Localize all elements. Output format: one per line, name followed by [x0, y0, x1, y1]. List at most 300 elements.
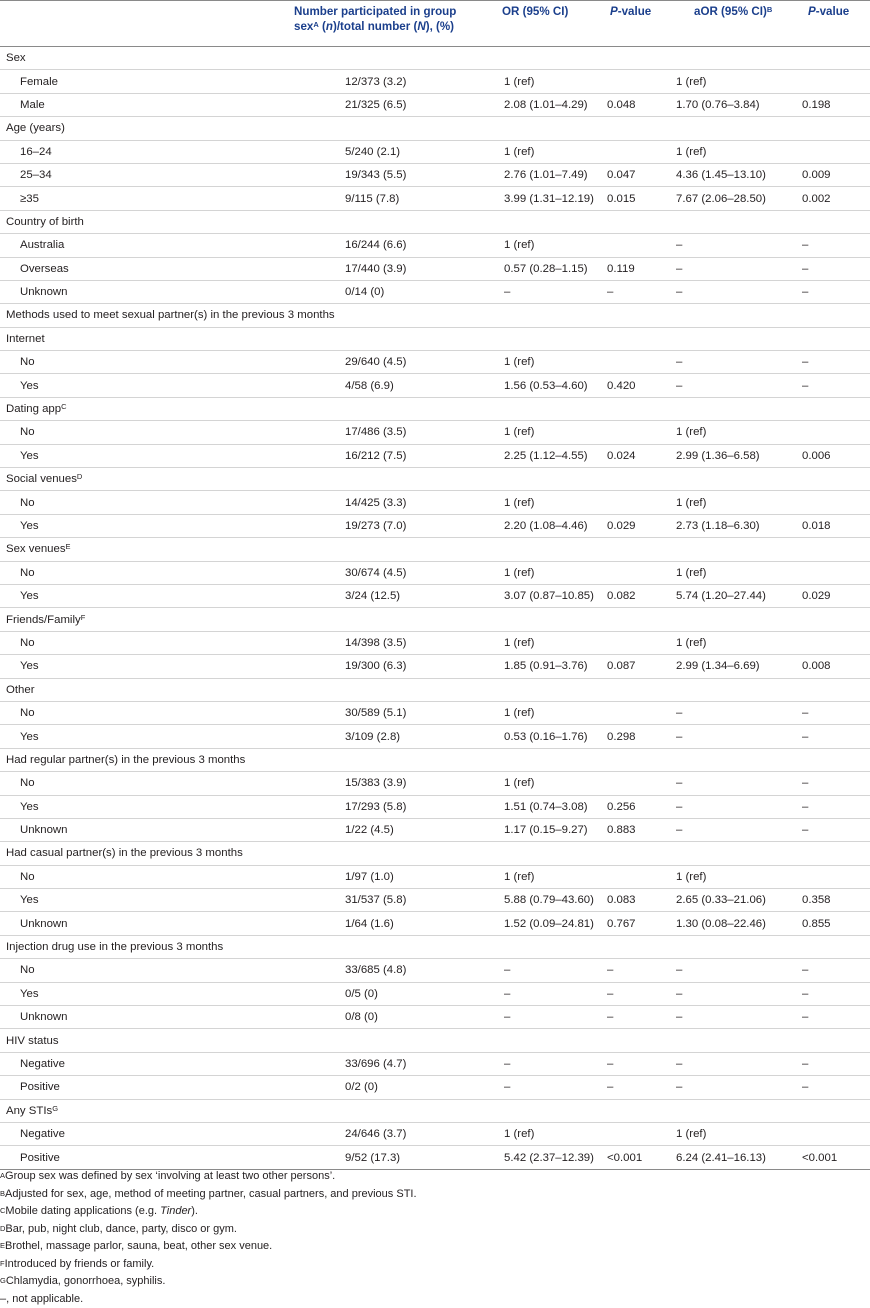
participated-cell [238, 47, 482, 70]
p-value-cell [604, 631, 672, 654]
p-value-cell [604, 538, 672, 561]
header-adjusted-p-value: P-value [800, 1, 870, 47]
participated-cell: 16/212 (7.5) [238, 444, 482, 467]
or-cell [482, 935, 604, 958]
aor-cell [672, 397, 800, 420]
table-row [0, 257, 870, 280]
table-body [0, 47, 870, 1170]
adjusted-p-value-cell: 0.009 [800, 163, 870, 186]
adjusted-p-value-cell: – [800, 374, 870, 397]
p-value-cell [604, 608, 672, 631]
or-cell: 0.57 (0.28–1.15) [482, 257, 604, 280]
adjusted-p-value-cell [800, 1122, 870, 1145]
participated-cell: 9/52 (17.3) [238, 1146, 482, 1169]
or-cell: 1 (ref) [482, 561, 604, 584]
or-cell [482, 608, 604, 631]
row-label: Yes [0, 655, 238, 678]
row-label: Internet [0, 327, 238, 350]
section-row [0, 1029, 870, 1052]
p-value-cell: 0.082 [604, 584, 672, 607]
adjusted-p-value-cell: – [800, 982, 870, 1005]
or-cell [482, 678, 604, 701]
aor-cell [672, 935, 800, 958]
table-row [0, 163, 870, 186]
table-header [0, 1, 870, 47]
participated-cell: 24/646 (3.7) [238, 1122, 482, 1145]
aor-cell [672, 842, 800, 865]
adjusted-p-value-cell: – [800, 959, 870, 982]
aor-cell [672, 678, 800, 701]
row-label: 25–34 [0, 163, 238, 186]
row-label: Any STIs$^G$ [0, 1099, 238, 1122]
or-cell: – [482, 982, 604, 1005]
aor-cell: 1.70 (0.76–3.84) [672, 93, 800, 116]
table-row [0, 982, 870, 1005]
adjusted-p-value-cell: – [800, 280, 870, 303]
p-value-cell [604, 678, 672, 701]
or-cell: 1 (ref) [482, 234, 604, 257]
aor-cell [672, 210, 800, 233]
header-participated: Number participated in group sex$^A$ (n)/total number (N), (%) [238, 1, 482, 47]
or-cell: 1.52 (0.09–24.81) [482, 912, 604, 935]
row-label: Yes [0, 514, 238, 537]
or-cell: 5.88 (0.79–43.60) [482, 889, 604, 912]
p-value-cell [604, 772, 672, 795]
aor-cell: – [672, 1076, 800, 1099]
adjusted-p-value-cell: – [800, 1076, 870, 1099]
aor-cell: 1 (ref) [672, 421, 800, 444]
header-or: OR (95% CI) [482, 1, 604, 47]
row-label: Unknown [0, 280, 238, 303]
adjusted-p-value-cell: 0.018 [800, 514, 870, 537]
adjusted-p-value-cell: 0.008 [800, 655, 870, 678]
p-value-cell [604, 47, 672, 70]
p-value-cell: – [604, 1006, 672, 1029]
participated-cell [238, 117, 482, 140]
row-label: No [0, 491, 238, 514]
section-row [0, 608, 870, 631]
table-row [0, 865, 870, 888]
adjusted-p-value-cell: – [800, 795, 870, 818]
or-cell: 1 (ref) [482, 1122, 604, 1145]
p-value-cell [604, 865, 672, 888]
or-cell: 2.20 (1.08–4.46) [482, 514, 604, 537]
table-row [0, 959, 870, 982]
participated-cell: 31/537 (5.8) [238, 889, 482, 912]
participated-cell: 3/109 (2.8) [238, 725, 482, 748]
p-value-cell [604, 397, 672, 420]
aor-cell: 6.24 (2.41–16.13) [672, 1146, 800, 1169]
aor-cell [672, 748, 800, 771]
p-value-cell: 0.119 [604, 257, 672, 280]
aor-cell: 2.65 (0.33–21.06) [672, 889, 800, 912]
participated-cell: 17/440 (3.9) [238, 257, 482, 280]
or-cell: – [482, 1076, 604, 1099]
row-label: Unknown [0, 1006, 238, 1029]
header-aor: aOR (95% CI)$^B$ [672, 1, 800, 47]
p-value-cell: – [604, 982, 672, 1005]
section-row [0, 210, 870, 233]
p-value-cell [604, 1099, 672, 1122]
participated-cell [238, 1099, 482, 1122]
participated-cell: 12/373 (3.2) [238, 70, 482, 93]
or-cell: – [482, 1006, 604, 1029]
participated-cell: 0/2 (0) [238, 1076, 482, 1099]
row-label: Age (years) [0, 117, 238, 140]
aor-cell: – [672, 374, 800, 397]
row-label: Methods used to meet sexual partner(s) in the previous 3 months [0, 304, 238, 327]
aor-cell [672, 117, 800, 140]
section-row [0, 748, 870, 771]
p-value-cell: 0.015 [604, 187, 672, 210]
aor-cell: – [672, 795, 800, 818]
row-label: ≥35 [0, 187, 238, 210]
table-row [0, 234, 870, 257]
adjusted-p-value-cell [800, 1099, 870, 1122]
adjusted-p-value-cell [800, 117, 870, 140]
adjusted-p-value-cell [800, 865, 870, 888]
p-value-cell [604, 304, 672, 327]
adjusted-p-value-cell: – [800, 772, 870, 795]
section-row [0, 468, 870, 491]
table-row [0, 631, 870, 654]
or-cell: – [482, 1052, 604, 1075]
or-cell: 1 (ref) [482, 491, 604, 514]
adjusted-p-value-cell [800, 210, 870, 233]
participated-cell [238, 327, 482, 350]
section-row [0, 327, 870, 350]
or-cell [482, 842, 604, 865]
participated-cell: 19/343 (5.5) [238, 163, 482, 186]
row-label: Social venues$^D$ [0, 468, 238, 491]
p-value-cell [604, 210, 672, 233]
row-label: Unknown [0, 912, 238, 935]
aor-cell: – [672, 1052, 800, 1075]
row-label: No [0, 959, 238, 982]
or-cell: 1 (ref) [482, 865, 604, 888]
table-row [0, 701, 870, 724]
aor-cell [672, 47, 800, 70]
or-cell [482, 304, 604, 327]
p-value-cell: 0.029 [604, 514, 672, 537]
participated-cell [238, 397, 482, 420]
row-label: No [0, 772, 238, 795]
table-row [0, 93, 870, 116]
aor-cell: 1 (ref) [672, 140, 800, 163]
row-label: Country of birth [0, 210, 238, 233]
adjusted-p-value-cell: – [800, 351, 870, 374]
p-value-cell [604, 468, 672, 491]
aor-cell: 1 (ref) [672, 865, 800, 888]
or-cell [482, 47, 604, 70]
adjusted-p-value-cell: 0.358 [800, 889, 870, 912]
table-row [0, 818, 870, 841]
row-label: Unknown [0, 818, 238, 841]
participated-cell: 0/5 (0) [238, 982, 482, 1005]
adjusted-p-value-cell: 0.029 [800, 584, 870, 607]
or-cell: 2.76 (1.01–7.49) [482, 163, 604, 186]
row-label: Had regular partner(s) in the previous 3 months [0, 748, 238, 771]
p-value-cell [604, 421, 672, 444]
or-cell [482, 748, 604, 771]
adjusted-p-value-cell: – [800, 1052, 870, 1075]
aor-cell: – [672, 257, 800, 280]
aor-cell: – [672, 818, 800, 841]
adjusted-p-value-cell [800, 748, 870, 771]
or-cell [482, 117, 604, 140]
aor-cell [672, 538, 800, 561]
row-label: Friends/Family$^F$ [0, 608, 238, 631]
adjusted-p-value-cell [800, 678, 870, 701]
p-value-cell [604, 234, 672, 257]
participated-cell: 14/398 (3.5) [238, 631, 482, 654]
adjusted-p-value-cell [800, 1029, 870, 1052]
or-cell [482, 468, 604, 491]
footnote: $^F$Introduced by friends or family. [0, 1256, 870, 1274]
p-value-cell: 0.083 [604, 889, 672, 912]
row-label: Negative [0, 1122, 238, 1145]
participated-cell: 33/685 (4.8) [238, 959, 482, 982]
row-label: Yes [0, 795, 238, 818]
participated-cell: 1/97 (1.0) [238, 865, 482, 888]
adjusted-p-value-cell [800, 491, 870, 514]
or-cell: 0.53 (0.16–1.76) [482, 725, 604, 748]
p-value-cell [604, 842, 672, 865]
adjusted-p-value-cell: <0.001 [800, 1146, 870, 1169]
participated-cell: 29/640 (4.5) [238, 351, 482, 374]
p-value-cell [604, 117, 672, 140]
adjusted-p-value-cell: – [800, 1006, 870, 1029]
or-cell: 3.99 (1.31–12.19) [482, 187, 604, 210]
participated-cell: 17/486 (3.5) [238, 421, 482, 444]
participated-cell: 3/24 (12.5) [238, 584, 482, 607]
participated-cell: 21/325 (6.5) [238, 93, 482, 116]
p-value-cell [604, 748, 672, 771]
adjusted-p-value-cell [800, 421, 870, 444]
footnote: –, not applicable. [0, 1291, 870, 1308]
footnote: $^C$Mobile dating applications (e.g. Tinder). [0, 1203, 870, 1221]
aor-cell: 7.67 (2.06–28.50) [672, 187, 800, 210]
or-cell: 1.56 (0.53–4.60) [482, 374, 604, 397]
adjusted-p-value-cell: 0.006 [800, 444, 870, 467]
adjusted-p-value-cell: – [800, 257, 870, 280]
adjusted-p-value-cell: – [800, 234, 870, 257]
table-row [0, 725, 870, 748]
participated-cell [238, 538, 482, 561]
participated-cell [238, 842, 482, 865]
row-label: Yes [0, 889, 238, 912]
aor-cell: 2.99 (1.34–6.69) [672, 655, 800, 678]
section-row [0, 304, 870, 327]
table-row [0, 421, 870, 444]
table-row [0, 1006, 870, 1029]
or-cell: 2.25 (1.12–4.55) [482, 444, 604, 467]
p-value-cell: – [604, 1076, 672, 1099]
table-row [0, 187, 870, 210]
or-cell [482, 538, 604, 561]
row-label: Australia [0, 234, 238, 257]
row-label: Yes [0, 584, 238, 607]
row-label: Negative [0, 1052, 238, 1075]
table-row [0, 1122, 870, 1145]
participated-cell: 19/300 (6.3) [238, 655, 482, 678]
row-label: Injection drug use in the previous 3 months [0, 935, 238, 958]
adjusted-p-value-cell: 0.198 [800, 93, 870, 116]
participated-cell [238, 608, 482, 631]
table-row [0, 1146, 870, 1169]
row-label: No [0, 865, 238, 888]
aor-cell [672, 1099, 800, 1122]
table-row [0, 280, 870, 303]
or-cell [482, 1029, 604, 1052]
adjusted-p-value-cell [800, 538, 870, 561]
p-value-cell [604, 701, 672, 724]
or-cell: 1.85 (0.91–3.76) [482, 655, 604, 678]
section-row [0, 397, 870, 420]
footnote: $^G$Chlamydia, gonorrhoea, syphilis. [0, 1273, 870, 1291]
aor-cell: 1 (ref) [672, 561, 800, 584]
or-cell: 2.08 (1.01–4.29) [482, 93, 604, 116]
participated-cell: 1/22 (4.5) [238, 818, 482, 841]
aor-cell: – [672, 280, 800, 303]
aor-cell: 1.30 (0.08–22.46) [672, 912, 800, 935]
footnote: $^B$Adjusted for sex, age, method of meeting partner, casual partners, and previous STI. [0, 1186, 870, 1204]
or-cell: 5.42 (2.37–12.39) [482, 1146, 604, 1169]
or-cell [482, 397, 604, 420]
row-label: No [0, 701, 238, 724]
p-value-cell [604, 935, 672, 958]
table-row [0, 374, 870, 397]
participated-cell: 16/244 (6.6) [238, 234, 482, 257]
row-label: No [0, 421, 238, 444]
table-row [0, 351, 870, 374]
or-cell [482, 1099, 604, 1122]
aor-cell: – [672, 725, 800, 748]
table-row [0, 655, 870, 678]
adjusted-p-value-cell: 0.855 [800, 912, 870, 935]
p-value-cell: 0.047 [604, 163, 672, 186]
row-label: Positive [0, 1146, 238, 1169]
p-value-cell: – [604, 959, 672, 982]
row-label: Male [0, 93, 238, 116]
row-label: Yes [0, 374, 238, 397]
aor-cell [672, 327, 800, 350]
row-label: Sex [0, 47, 238, 70]
participated-cell [238, 748, 482, 771]
row-label: Other [0, 678, 238, 701]
aor-cell: – [672, 1006, 800, 1029]
p-value-cell: 0.420 [604, 374, 672, 397]
adjusted-p-value-cell [800, 842, 870, 865]
or-cell: 1 (ref) [482, 631, 604, 654]
aor-cell: 1 (ref) [672, 491, 800, 514]
aor-cell [672, 468, 800, 491]
p-value-cell [604, 327, 672, 350]
participated-cell [238, 468, 482, 491]
participated-cell: 33/696 (4.7) [238, 1052, 482, 1075]
participated-cell: 17/293 (5.8) [238, 795, 482, 818]
p-value-cell [604, 351, 672, 374]
or-cell: 1.51 (0.74–3.08) [482, 795, 604, 818]
table-row [0, 140, 870, 163]
table-row [0, 912, 870, 935]
participated-cell: 30/674 (4.5) [238, 561, 482, 584]
or-cell: 3.07 (0.87–10.85) [482, 584, 604, 607]
p-value-cell: 0.767 [604, 912, 672, 935]
aor-cell: – [672, 234, 800, 257]
row-label: Female [0, 70, 238, 93]
aor-cell: 5.74 (1.20–27.44) [672, 584, 800, 607]
participated-cell: 14/425 (3.3) [238, 491, 482, 514]
p-value-cell: – [604, 280, 672, 303]
header-label-cell [0, 1, 238, 47]
participated-cell: 30/589 (5.1) [238, 701, 482, 724]
p-value-cell [604, 140, 672, 163]
p-value-cell: <0.001 [604, 1146, 672, 1169]
participated-cell: 0/14 (0) [238, 280, 482, 303]
aor-cell: 1 (ref) [672, 70, 800, 93]
or-cell: 1 (ref) [482, 701, 604, 724]
or-cell: 1.17 (0.15–9.27) [482, 818, 604, 841]
aor-cell [672, 304, 800, 327]
aor-cell: 2.73 (1.18–6.30) [672, 514, 800, 537]
p-value-cell [604, 70, 672, 93]
adjusted-p-value-cell: 0.002 [800, 187, 870, 210]
participated-cell [238, 1029, 482, 1052]
table-row [0, 514, 870, 537]
adjusted-p-value-cell [800, 140, 870, 163]
adjusted-p-value-cell [800, 935, 870, 958]
table-row [0, 1076, 870, 1099]
adjusted-p-value-cell [800, 468, 870, 491]
footnote: $^D$Bar, pub, night club, dance, party, disco or gym. [0, 1221, 870, 1239]
p-value-cell [604, 561, 672, 584]
aor-cell: – [672, 772, 800, 795]
section-row [0, 538, 870, 561]
table-row [0, 772, 870, 795]
adjusted-p-value-cell [800, 327, 870, 350]
participated-cell: 9/115 (7.8) [238, 187, 482, 210]
table-row [0, 889, 870, 912]
row-label: Sex venues$^E$ [0, 538, 238, 561]
section-row [0, 1099, 870, 1122]
row-label: No [0, 631, 238, 654]
p-value-cell: 0.024 [604, 444, 672, 467]
participated-cell: 4/58 (6.9) [238, 374, 482, 397]
participated-cell: 15/383 (3.9) [238, 772, 482, 795]
participated-cell: 5/240 (2.1) [238, 140, 482, 163]
adjusted-p-value-cell [800, 631, 870, 654]
footnote: $^A$Group sex was defined by sex ‘involving at least two other persons’. [0, 1168, 870, 1186]
table-row [0, 584, 870, 607]
or-cell: 1 (ref) [482, 140, 604, 163]
p-value-cell [604, 1029, 672, 1052]
row-label: No [0, 561, 238, 584]
row-label: Had casual partner(s) in the previous 3 months [0, 842, 238, 865]
row-label: Yes [0, 982, 238, 1005]
table-row [0, 70, 870, 93]
p-value-cell: 0.883 [604, 818, 672, 841]
section-row [0, 117, 870, 140]
participated-cell [238, 210, 482, 233]
p-value-cell [604, 491, 672, 514]
footnotes [0, 1168, 870, 1308]
adjusted-p-value-cell [800, 304, 870, 327]
row-label: HIV status [0, 1029, 238, 1052]
p-value-cell [604, 1122, 672, 1145]
or-cell [482, 210, 604, 233]
section-row [0, 935, 870, 958]
